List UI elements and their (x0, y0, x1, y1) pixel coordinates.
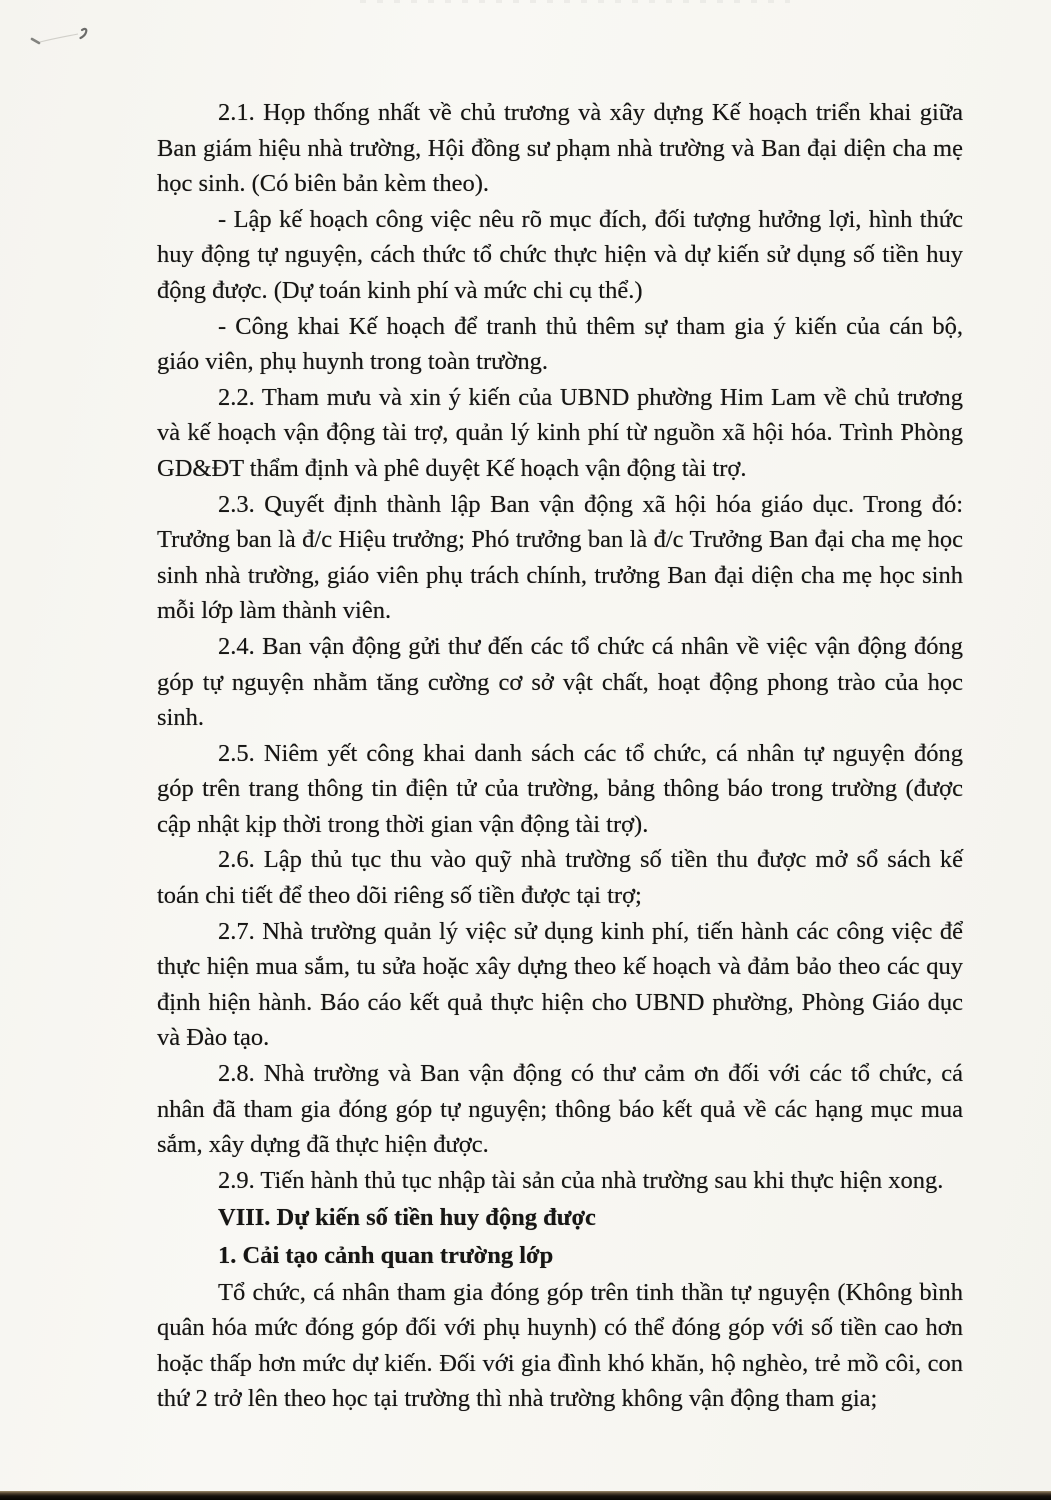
paragraph-2-4: 2.4. Ban vận động gửi thư đến các tổ chức cá nhân về việc vận động đóng góp tự nguyện nhằm tăng cường cơ sở vật chất, hoạt động phong trào của học sinh. (157, 632, 963, 732)
paragraph-2-5: 2.5. Niêm yết công khai danh sách các tổ chức, cá nhân tự nguyện đóng góp trên trang thông tin điện tử của trường, bảng thông báo trong trường (được cập nhật kịp thời trong thời gian vận động tài trợ). (157, 739, 963, 838)
paragraph-funding-principle: Tổ chức, cá nhân tham gia đóng góp trên tinh thần tự nguyện (Không bình quân hóa mức đóng góp đối với phụ huynh) có thể đóng góp với số tiền cao hơn hoặc thấp hơn mức dự kiến. Đối với gia đình khó khăn, hộ nghèo, trẻ mồ côi, con thứ 2 trở lên theo học tại trường thì nhà trường không vận động tham gia; (157, 1278, 963, 1413)
bullet-lap-ke-hoach: - Lập kế hoạch công việc nêu rõ mục đích, đối tượng hưởng lợi, hình thức huy động tự nguyện, cách thức tổ chức thực hiện và dự kiến sử dụng số tiền huy động được. (Dự toán kinh phí và mức chi cụ thể.) (157, 205, 963, 304)
heading-viii-du-kien: VIII. Dự kiến số tiền huy động được (218, 1204, 596, 1232)
paragraph-2-1: 2.1. Họp thống nhất về chủ trương và xây dựng Kế hoạch triển khai giữa Ban giám hiệu nhà trường, Hội đồng sư phạm nhà trường và Ban đại diện cha mẹ học sinh. (Có biên bản kèm theo). (157, 99, 963, 198)
paragraph-2-9: 2.9. Tiến hành thủ tục nhập tài sản của nhà trường sau khi thực hiện xong. (218, 1166, 944, 1194)
bullet-cong-khai: - Công khai Kế hoạch để tranh thủ thêm sự tham gia ý kiến của cán bộ, giáo viên, phụ huynh trong toàn trường. (157, 312, 963, 376)
handwritten-pen-mark (18, 22, 118, 62)
scan-top-edge-noise (360, 0, 790, 3)
paragraph-2-8: 2.8. Nhà trường và Ban vận động có thư cảm ơn đối với các tổ chức, cá nhân đã tham gia đóng góp tự nguyện; thông báo kết quả về các hạng mục mua sắm, xây dựng đã thực hiện được. (157, 1060, 963, 1159)
scan-bottom-edge-bar (0, 1491, 1051, 1500)
heading-1-cai-tao: 1. Cải tạo cảnh quan trường lớp (218, 1242, 554, 1269)
paragraph-2-7: 2.7. Nhà trường quản lý việc sử dụng kinh phí, tiến hành các công việc để thực hiện mua sắm, tu sửa hoặc xây dựng theo kế hoạch và đảm bảo theo các quy định hiện hành. Báo cáo kết quả thực hiện cho UBND phường, Phòng Giáo dục và Đào tạo. (157, 917, 963, 1052)
paragraph-2-2: 2.2. Tham mưu và xin ý kiến của UBND phường Him Lam về chủ trương và kế hoạch vận động tài trợ, quản lý kinh phí từ nguồn xã hội hóa. Trình Phòng GD&ĐT thẩm định và phê duyệt Kế hoạch vận động tài trợ. (157, 383, 963, 482)
paragraph-2-3: 2.3. Quyết định thành lập Ban vận động xã hội hóa giáo dục. Trong đó: Trưởng ban là đ/c Hiệu trưởng; Phó trưởng ban là đ/c Trưởng Ban đại cha mẹ học sinh nhà trường, giáo viên phụ trách chính, trưởng Ban đại diện cha mẹ học sinh mỗi lớp làm thành viên. (157, 490, 963, 625)
document-text-block (157, 95, 963, 1417)
paragraph-2-6: 2.6. Lập thủ tục thu vào quỹ nhà trường số tiền thu được mở sổ sách kế toán chi tiết để theo dõi riêng số tiền được tại trợ; (157, 846, 963, 910)
